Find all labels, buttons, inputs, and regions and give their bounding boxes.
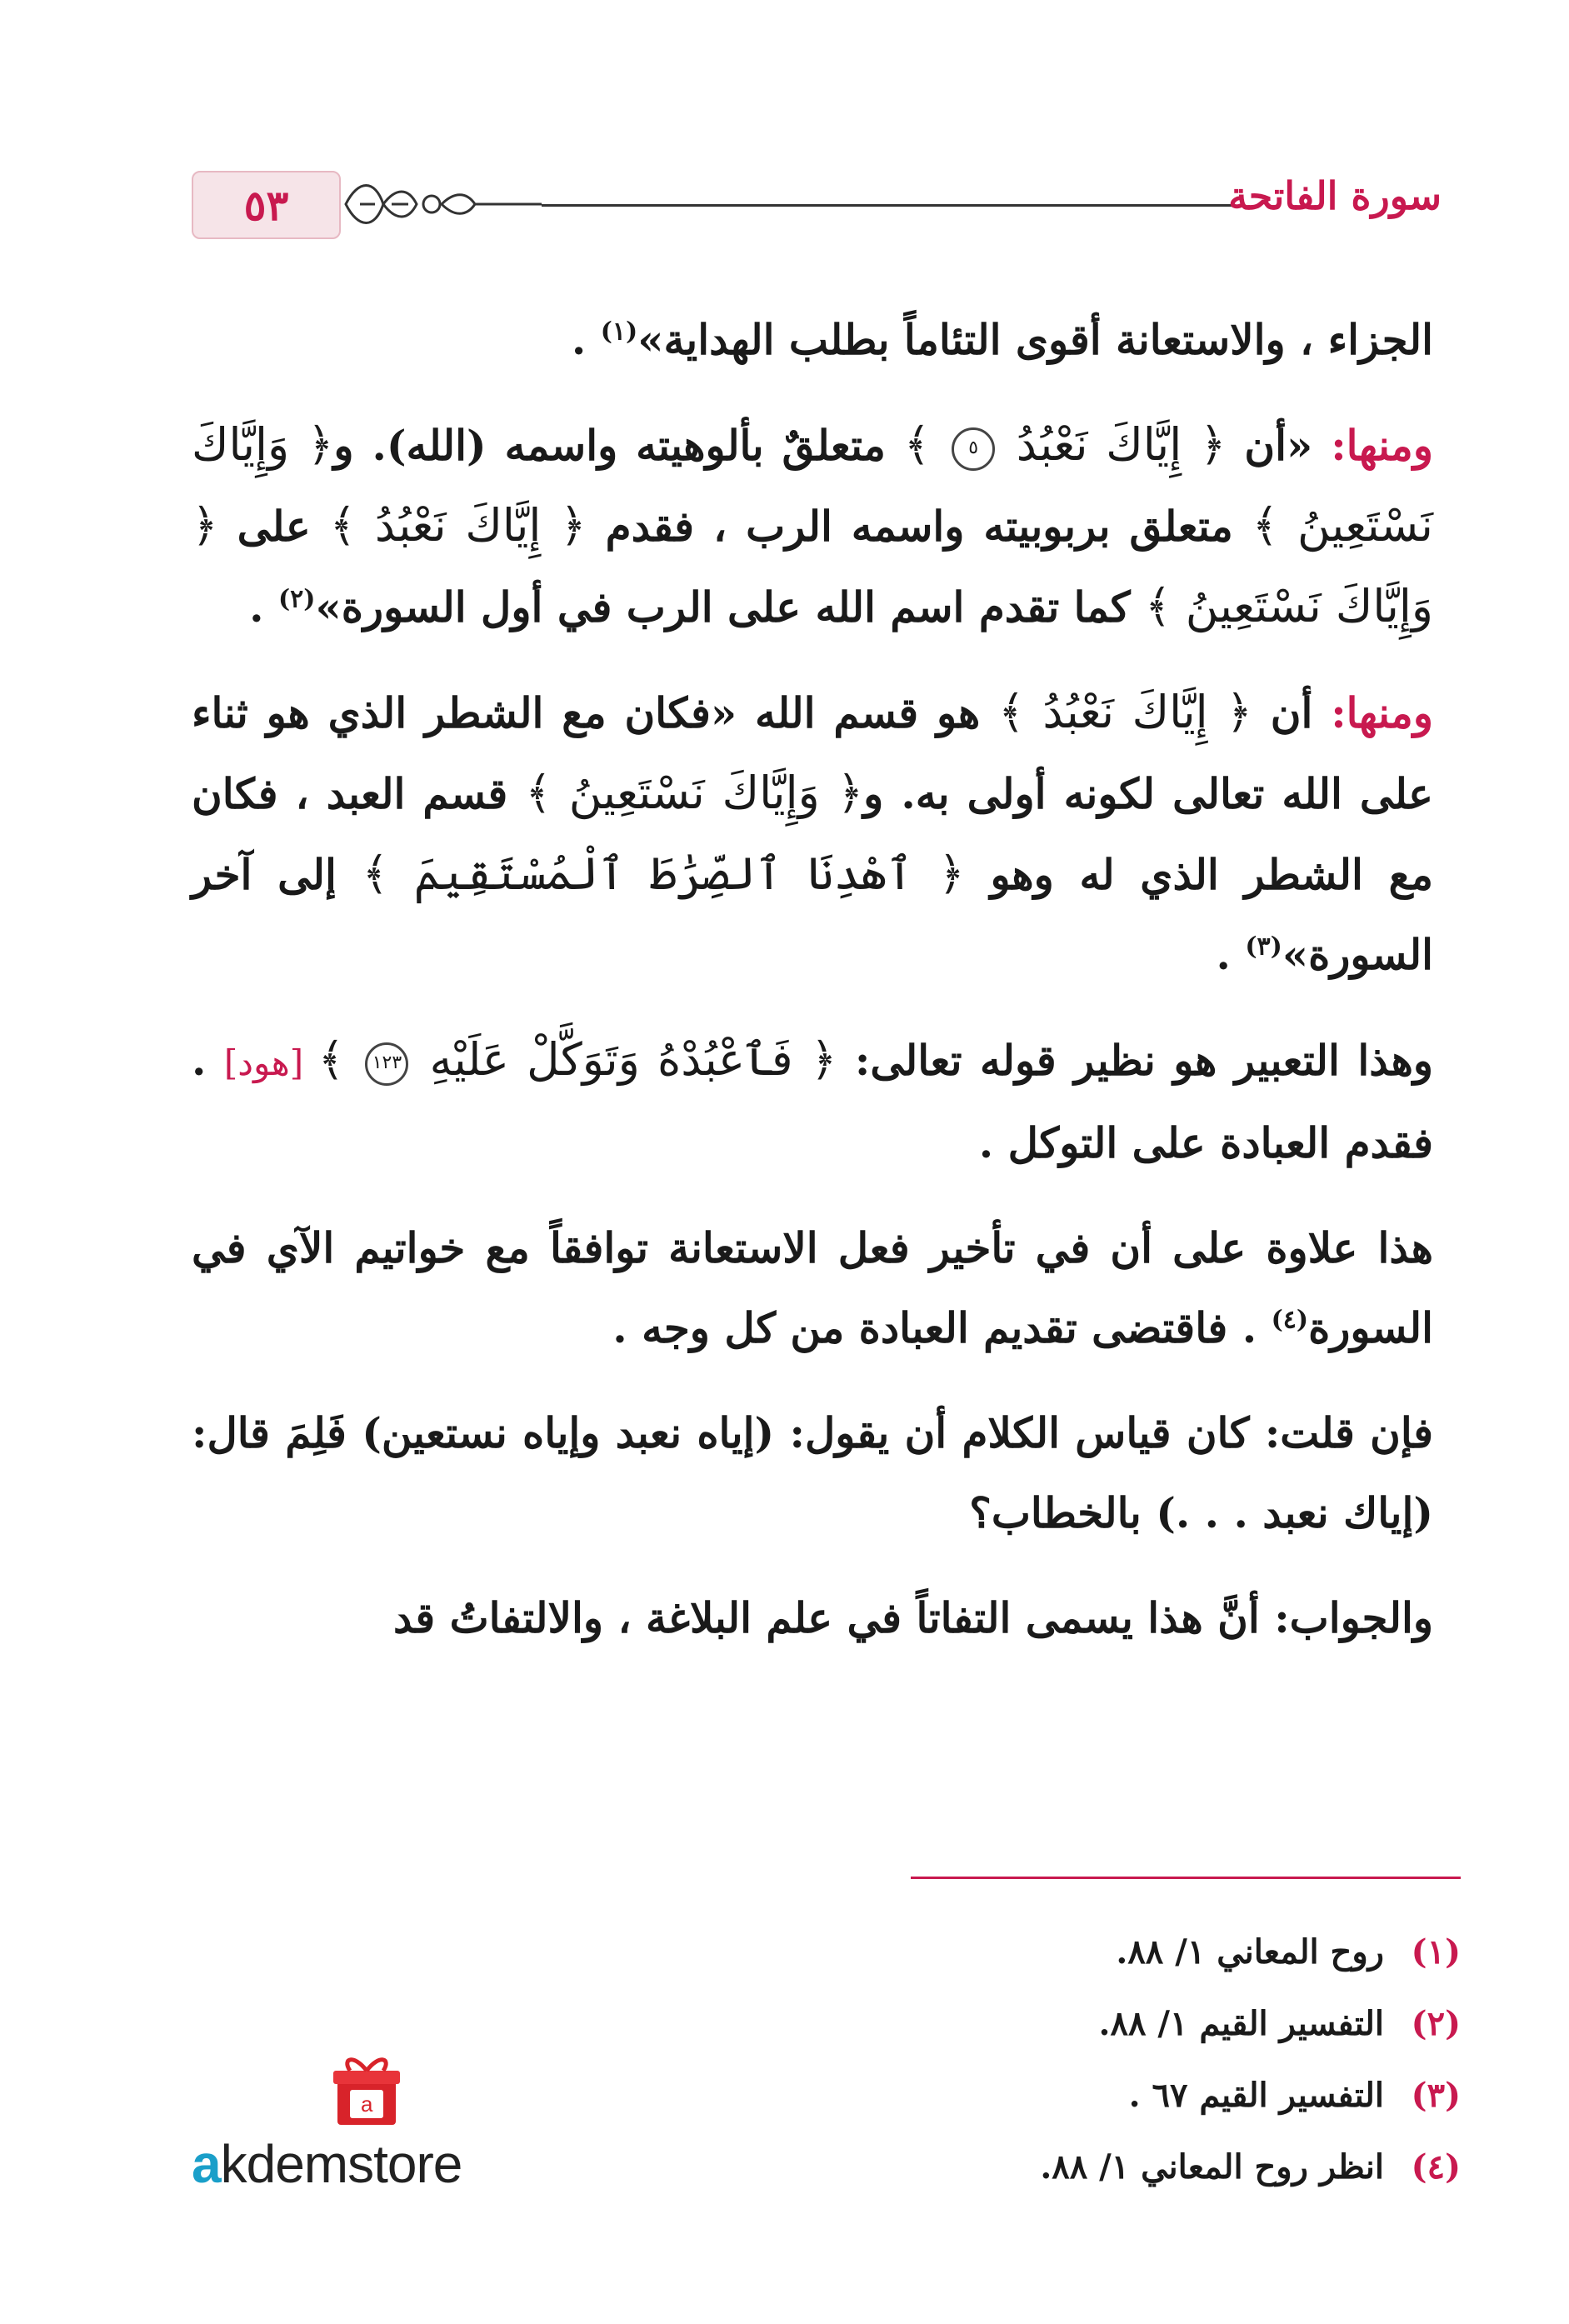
text: كما تقدم اسم الله على الرب في أول السورة» [315, 582, 1145, 632]
paragraph-lead: ومنها: [1312, 688, 1433, 737]
text: قسم العبد ، فكان مع الشطر الذي له وهو [192, 769, 1433, 899]
page-number: ٥٣ [192, 171, 341, 239]
footnote-text: التفسير القيم ٦٧ . [1128, 2076, 1384, 2115]
quran-quote: ﴿ إِيَّاكَ نَعْبُدُ ﴾ [329, 499, 587, 552]
logo-icon-letter: a [361, 2092, 373, 2117]
quran-quote: ﴿ وَإِيَّاكَ نَسْتَعِينُ ﴾ [192, 418, 1433, 552]
text: . [1216, 930, 1246, 979]
paragraph-3 [192, 672, 1433, 995]
page-header [192, 158, 1442, 250]
gift-book-icon [325, 2050, 408, 2133]
footnote-ref[interactable]: (٣) [1245, 932, 1282, 962]
header-rule [542, 204, 1233, 207]
footnote-text: روح المعاني ١/ ٨٨. [1116, 1932, 1384, 1972]
store-logo-text [192, 2133, 462, 2195]
text: أن [1252, 688, 1313, 737]
footnote-item [627, 1917, 1461, 1988]
quran-quote: ﴾ [903, 418, 949, 471]
text: متعلقٌ بألوهيته واسمه (الله). و [333, 421, 904, 470]
text: فإن قلت: كان قياس الكلام أن يقول: (إياه نعبد وإياه نستعين) فَلِمَ قال: (إياك نعبد . . .) بالخطاب؟ [192, 1408, 1433, 1537]
text: هذا علاوة على أن في تأخير فعل الاستعانة توافقاً مع خواتيم الآي في السورة [192, 1223, 1433, 1352]
text: . [571, 315, 601, 364]
text: على [217, 502, 330, 551]
footnote-text: انظر روح المعاني ١/ ٨٨. [1040, 2147, 1384, 2187]
text: الجزاء ، والاستعانة أقوى التئاماً بطلب الهداية» [637, 315, 1433, 364]
text: «أن [1226, 421, 1313, 470]
footnote-number: (٢) [1411, 2004, 1461, 2043]
paragraph-4 [192, 1020, 1433, 1183]
logo-accent-letter: a [192, 2134, 221, 2194]
footnote-text: التفسير القيم ١/ ٨٨. [1098, 2004, 1384, 2043]
store-logo[interactable] [192, 2050, 542, 2200]
footnote-ref[interactable]: (٤) [1271, 1305, 1309, 1335]
logo-text-rest: kdemstore [220, 2134, 462, 2194]
paragraph-6 [192, 1393, 1433, 1553]
footnote-item [627, 1988, 1461, 2060]
ayah-number-icon: ٥ [952, 427, 995, 471]
quran-quote: ﴿ وَإِيَّاكَ نَسْتَعِينُ ﴾ [192, 499, 1433, 632]
text: متعلق بربوبيته واسمه الرب ، فقدم [586, 502, 1252, 551]
text: . فاقتضى تقديم العبادة من كل وجه . [612, 1303, 1272, 1352]
ornament-icon [342, 171, 542, 237]
text: إلى آخر السورة» [192, 850, 1433, 979]
paragraph-2 [192, 405, 1433, 647]
text: وهذا التعبير هو نظير قوله تعالى: [837, 1036, 1434, 1085]
footnote-number: (٤) [1411, 2147, 1461, 2187]
footnote-item [627, 2060, 1461, 2132]
quran-quote: ﴿ ٱهْدِنَا ٱلصِّرَٰطَ ٱلْمُسْتَقِيمَ ﴾ [362, 847, 965, 900]
ayah-number-icon: ١٢٣ [365, 1042, 408, 1086]
paragraph-lead: ومنها: [1312, 421, 1433, 470]
footnote-item [627, 2132, 1461, 2203]
quran-quote: ﴿ إِيَّاكَ نَعْبُدُ ﴾ [998, 686, 1252, 738]
surah-title: سورة الفاتحة [1228, 173, 1442, 218]
footnote-ref[interactable]: (٢) [277, 584, 316, 614]
text: هو قسم الله «فكان مع الشطر الذي هو ثناء على الله تعالى لكونه أولى به. و [192, 688, 1433, 818]
footnote-divider [911, 1877, 1461, 1879]
surah-reference: [هود] [223, 1042, 318, 1083]
text: والجواب: أنَّ هذا يسمى التفاتاً في علم البلاغة ، والالتفاتُ قد [393, 1593, 1433, 1642]
quran-quote: ﴿ فَٱعْبُدْهُ وَتَوَكَّلْ عَلَيْهِ [412, 1033, 837, 1086]
text: . فقدم العبادة على التوكل . [192, 1036, 1433, 1167]
paragraph-5 [192, 1208, 1433, 1368]
footnote-number: (١) [1411, 1932, 1461, 1972]
main-text [192, 300, 1433, 1683]
footnote-number: (٣) [1411, 2076, 1461, 2115]
paragraph-7 [192, 1578, 1433, 1658]
footnotes [627, 1917, 1461, 2203]
text: . [249, 582, 278, 632]
quran-quote: ﴾ [317, 1033, 362, 1086]
quran-quote: ﴿ وَإِيَّاكَ نَسْتَعِينُ ﴾ [525, 767, 864, 819]
quran-quote: ﴿ إِيَّاكَ نَعْبُدُ [998, 418, 1227, 471]
paragraph-1 [192, 300, 1433, 380]
footnote-ref[interactable]: (١) [600, 317, 638, 347]
